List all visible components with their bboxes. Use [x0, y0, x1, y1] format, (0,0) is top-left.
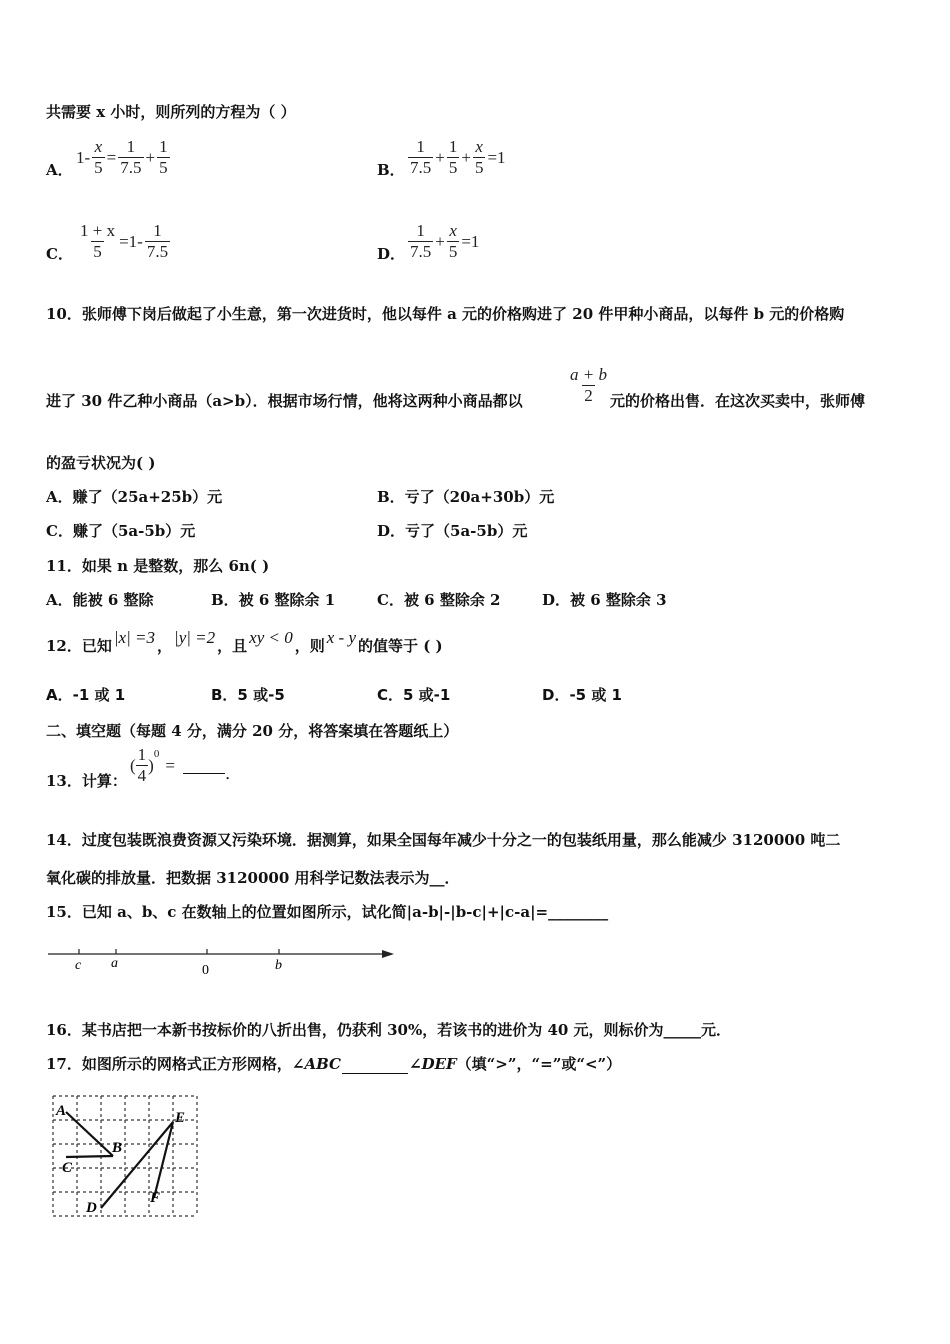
q9-stem: 共需要 x 小时，则所列的方程为（ ）: [46, 103, 296, 121]
q11-option-b: B．被 6 整除余 1: [211, 591, 336, 609]
q12-xy-condition: xy < 0: [249, 628, 293, 647]
q11-option-a: A．能被 6 整除: [46, 591, 154, 609]
point-a-label: A: [56, 1103, 67, 1119]
q14-line-2: 氧化碳的排放量．把数据 3120000 用科学记数法表示为__．: [46, 869, 460, 887]
q9-option-c-label: C．: [46, 245, 73, 263]
q17-suffix: （填“>”，“=”或“<”）: [456, 1055, 622, 1073]
q12-abs-x: |x| =3: [113, 628, 155, 647]
segment-ab: [66, 1112, 113, 1156]
q17-answer-blank: [342, 1073, 408, 1074]
q12-option-b: B．5 或-5: [211, 686, 285, 704]
q12-sep-3: ，则: [294, 637, 325, 655]
q16-stem: 16．某书店把一本新书按标价的八折出售，仍获利 30%，若该书的进价为 40 元，则标价为_____元．: [46, 1021, 732, 1039]
q17-stem: [46, 1054, 621, 1074]
q13-formula: ( $\frac{1}{4}$ ) 0 = ．: [130, 745, 242, 785]
q12-option-c: C．5 或-1: [377, 686, 451, 704]
q14-line-1: 14．过度包装既浪费资源又污染环境．据测算，如果全国每年减少十分之一的包装纸用量，那么能减少 3120000 吨二: [46, 831, 841, 849]
q9-option-b-label: B．: [377, 161, 405, 179]
q9-option-c-formula: $\frac{1 + x}{5}$ =1- $\frac{1}{7.5}$: [80, 221, 169, 261]
q17-angle-abc: ∠ABC: [291, 1055, 341, 1073]
q13-answer-blank: [183, 773, 225, 774]
q12-stem: [46, 628, 443, 656]
q10-fraction: $\frac{a + b}{2}$: [570, 365, 607, 405]
q11-stem: 11．如果 n 是整数，那么 6n( ): [46, 557, 270, 575]
q11-option-c: C．被 6 整除余 2: [377, 591, 501, 609]
point-e-label: E: [175, 1110, 186, 1126]
number-line-arrow: [382, 950, 394, 958]
q12-sep-1: ，: [157, 637, 173, 655]
q12-option-d: D．-5 或 1: [542, 686, 622, 704]
q10-line-2a: 进了 30 件乙种小商品（a>b）．根据市场行情，他将这两种小商品都以: [46, 392, 523, 410]
label-c: c: [75, 958, 82, 973]
label-b: b: [275, 958, 282, 973]
q10-option-c: C．赚了（5a-5b）元: [46, 522, 196, 540]
q12-sep-2: ，且: [217, 637, 248, 655]
point-c-label: C: [62, 1160, 73, 1176]
section-2-heading: 二、填空题（每题 4 分，满分 20 分，将答案填在答题纸上）: [46, 722, 459, 740]
segment-cb: [66, 1156, 113, 1157]
q10-line-3: 的盈亏状况为( ): [46, 454, 156, 472]
label-0: 0: [202, 963, 209, 978]
q10-option-d: D．亏了（5a-5b）元: [377, 522, 528, 540]
q9-option-b-formula: $\frac{1}{7.5}$ + $\frac{1}{5}$ + $\frac{x}{5}$ =1: [410, 137, 506, 177]
q15-number-line: [44, 940, 400, 980]
q10-option-a: A．赚了（25a+25b）元: [46, 488, 223, 506]
q9-option-a-formula: 1- $\frac{x}{5}$ = $\frac{1}{7.5}$ + $\frac{1}{5}$: [76, 137, 168, 177]
q10-line-1: 10．张师傅下岗后做起了小生意，第一次进货时，他以每件 a 元的价格购进了 20 件甲种小商品，以每件 b 元的价格购: [46, 305, 845, 323]
q10-line-2b: 元的价格出售．在这次买卖中，张师傅: [610, 392, 866, 410]
q9-option-d-label: D．: [377, 245, 406, 263]
q17-grid-figure: [46, 1090, 214, 1224]
q15-stem: 15．已知 a、b、c 在数轴上的位置如图所示，试化简|a-b|-|b-c|+|c-a|=________: [46, 903, 609, 921]
label-a: a: [111, 956, 118, 971]
q10-option-b: B．亏了（20a+30b）元: [377, 488, 555, 506]
point-b-label: B: [112, 1140, 123, 1156]
q9-option-d-formula: $\frac{1}{7.5}$ + $\frac{x}{5}$ =1: [410, 221, 480, 261]
q12-prefix: 12．已知: [46, 637, 112, 655]
q9-option-a-label: A．: [46, 161, 73, 179]
q11-option-d: D．被 6 整除余 3: [542, 591, 667, 609]
point-d-label: D: [86, 1200, 97, 1216]
q17-prefix: 17．如图所示的网格式正方形网格，: [46, 1055, 292, 1073]
q13-prefix: 13．计算：: [46, 772, 127, 790]
q12-option-a: A．-1 或 1: [46, 686, 126, 704]
q12-abs-y: |y| =2: [174, 628, 216, 647]
q17-angle-def: ∠DEF: [409, 1055, 457, 1073]
q12-x-minus-y: x - y: [326, 628, 356, 647]
q12-suffix: 的值等于 ( ): [358, 637, 443, 655]
point-f-label: F: [150, 1190, 161, 1206]
